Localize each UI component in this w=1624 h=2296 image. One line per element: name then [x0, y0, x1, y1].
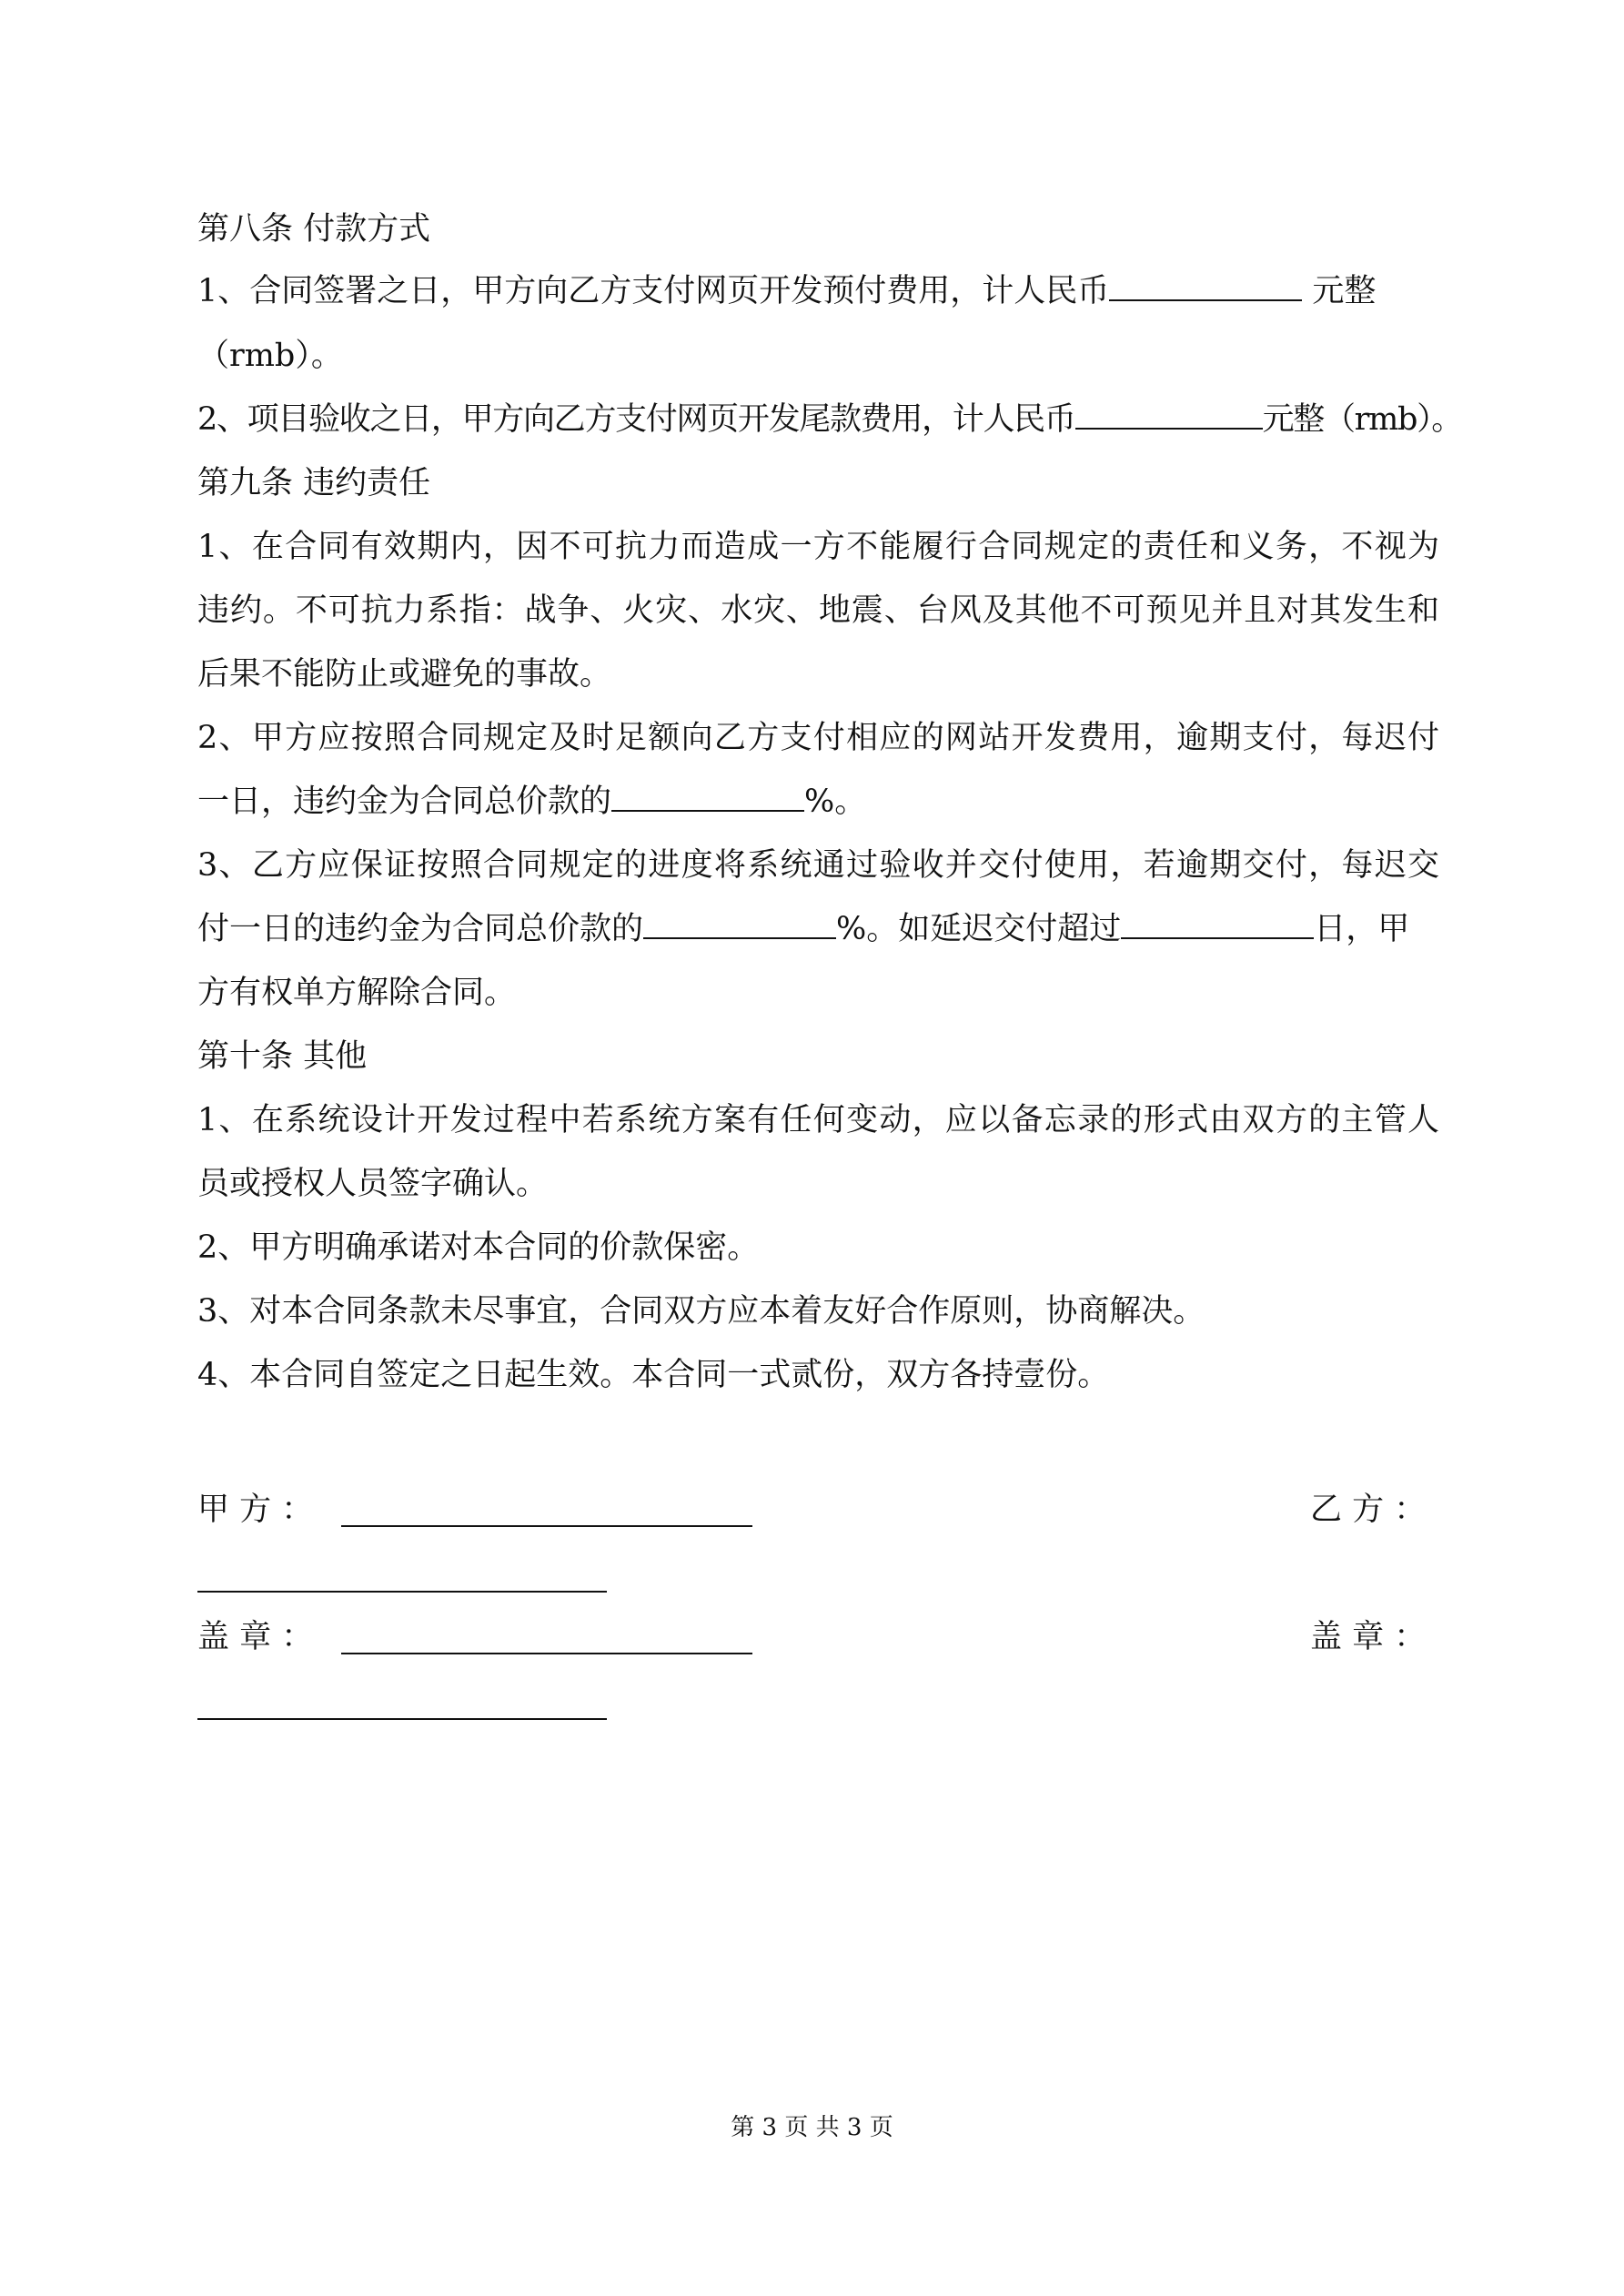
article9-clause1-line1: 1、在合同有效期内，因不可抗力而造成一方不能履行合同规定的责任和义务，不视为 [197, 529, 1439, 565]
page-number: 第 3 页 共 3 页 [731, 2114, 893, 2141]
article9-heading: 第九条 违约责任 [197, 465, 431, 501]
article8-clause1-line1 [197, 269, 1439, 313]
article9-clause2-text: 一日，违约金为合同总价款的 [197, 784, 612, 820]
article8-clause1-unit: 元整 [1302, 273, 1377, 309]
article10-clause2: 2、甲方明确承诺对本合同的价款保密。 [197, 1229, 760, 1266]
article10-clause1-line2: 员或授权人员签字确认。 [197, 1166, 549, 1202]
article10-clause1-line1: 1、在系统设计开发过程中若系统方案有任何变动，应以备忘录的形式由双方的主管人 [197, 1102, 1439, 1138]
article10-heading: 第十条 其他 [197, 1038, 368, 1075]
article9-clause3-line2 [197, 907, 1439, 951]
article9-clause2-line1: 2、甲方应按照合同规定及时足额向乙方支付相应的网站开发费用，逾期支付，每迟付 [197, 720, 1439, 756]
article9-clause2-unit: %。 [804, 784, 867, 820]
article8-clause1-line2: （rmb）。 [197, 338, 343, 374]
article8-heading: 第八条 付款方式 [197, 211, 431, 248]
party-a-seal-label: 盖 章 ： [197, 1619, 314, 1655]
article8-clause2-line [197, 398, 1463, 441]
prepayment-amount-blank [1109, 272, 1302, 301]
delivery-delay-days-blank [1121, 910, 1314, 939]
article8-clause2-text: 2、项目验收之日，甲方向乙方支付网页开发尾款费用，计人民币 [197, 401, 1075, 438]
article10-clause4: 4、本合同自签定之日起生效。本合同一式贰份，双方各持壹份。 [197, 1357, 1110, 1393]
party-a-label: 甲 方 ： [197, 1492, 314, 1528]
party-a-signature-line [341, 1523, 752, 1527]
article9-clause1-line2: 违约。不可抗力系指：战争、火灾、水灾、地震、台风及其他不可预见并且对其发生和 [197, 592, 1439, 629]
party-b-label: 乙 方 ： [1310, 1492, 1427, 1528]
final-payment-amount-blank [1075, 400, 1263, 430]
article9-clause3-mid: %。如延迟交付超过 [836, 911, 1122, 947]
article9-clause3-text: 付一日的违约金为合同总价款的 [197, 911, 644, 947]
article8-clause1-text: 1、合同签署之日，甲方向乙方支付网页开发预付费用，计人民币 [197, 273, 1110, 309]
article9-clause1-line3: 后果不能防止或避免的事故。 [197, 656, 612, 693]
article8-clause2-unit: 元整（rmb）。 [1262, 401, 1463, 438]
party-b-seal-line [197, 1716, 607, 1720]
party-b-seal-label: 盖 章 ： [1310, 1619, 1427, 1655]
late-delivery-penalty-blank [643, 910, 836, 939]
article9-clause3-line3: 方有权单方解除合同。 [197, 975, 517, 1011]
late-payment-penalty-blank [611, 783, 804, 812]
party-b-signature-line [197, 1589, 607, 1593]
article9-clause2-line2 [197, 780, 1439, 824]
article9-clause3-line1: 3、乙方应保证按照合同规定的进度将系统通过验收并交付使用，若逾期交付，每迟交 [197, 847, 1439, 884]
party-a-seal-line [341, 1651, 752, 1654]
article10-clause3: 3、对本合同条款未尽事宜，合同双方应本着友好合作原则，协商解决。 [197, 1293, 1205, 1330]
article9-clause3-end: 日，甲 [1314, 911, 1410, 947]
